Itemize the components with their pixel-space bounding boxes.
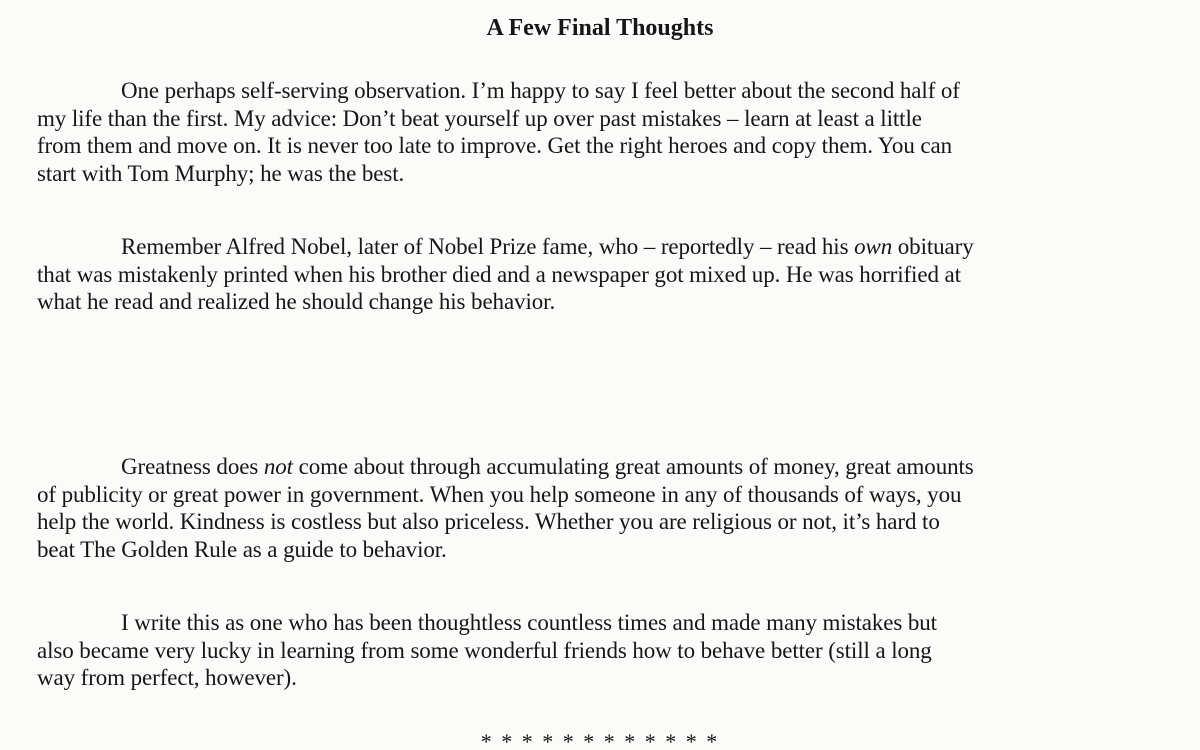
line-text: Greatness does [121,454,264,479]
paragraph-line: also became very lucky in learning from some wonderful friends how to behave better (still a long [37,637,932,663]
line-text: Remember Alfred Nobel, later of Nobel Prize fame, who – reportedly – read his [121,234,855,259]
paragraph-line [37,453,1157,481]
asterisk-separator: * * * * * * * * * * * * [480,729,720,750]
emphasis-not: not [263,454,293,479]
paragraph-self-serving-observation [37,77,1157,187]
paragraph-line: my life than the first. My advice: Don’t beat yourself up over past mistakes – learn at least a little [37,105,922,131]
paragraph-line: from them and move on. It is never too late to improve. Get the right heroes and copy them. You can [37,133,952,158]
paragraph-thoughtless [37,609,1157,692]
emphasis-own: own [854,234,893,259]
paragraph-line: One perhaps self-serving observation. I’m happy to say I feel better about the second half of [121,78,960,103]
page-title: A Few Final Thoughts [486,15,714,41]
paragraph-greatness [37,453,1157,563]
paragraph-alfred-nobel [37,233,1157,316]
paragraph-line: of publicity or great power in government. When you help someone in any of thousands of ways, you [37,481,962,507]
paragraph-line: start with Tom Murphy; he was the best. [37,160,405,186]
line-text: come about through accumulating great amounts of money, great amounts [292,454,974,479]
paragraph-line: I write this as one who has been thoughtless countless times and made many mistakes but [121,610,937,635]
paragraph-line: way from perfect, however). [37,665,297,690]
paragraph-line: beat The Golden Rule as a guide to behavior. [37,536,447,562]
paragraph-line: that was mistakenly printed when his brother died and a newspaper got mixed up. He was horrified at [37,261,961,287]
paragraph-line [37,233,1157,261]
paragraph-line: what he read and realized he should change his behavior. [37,289,556,314]
line-text: obituary [892,234,974,259]
paragraph-line: help the world. Kindness is costless but also priceless. Whether you are religious or not, it’s hard to [37,509,940,534]
